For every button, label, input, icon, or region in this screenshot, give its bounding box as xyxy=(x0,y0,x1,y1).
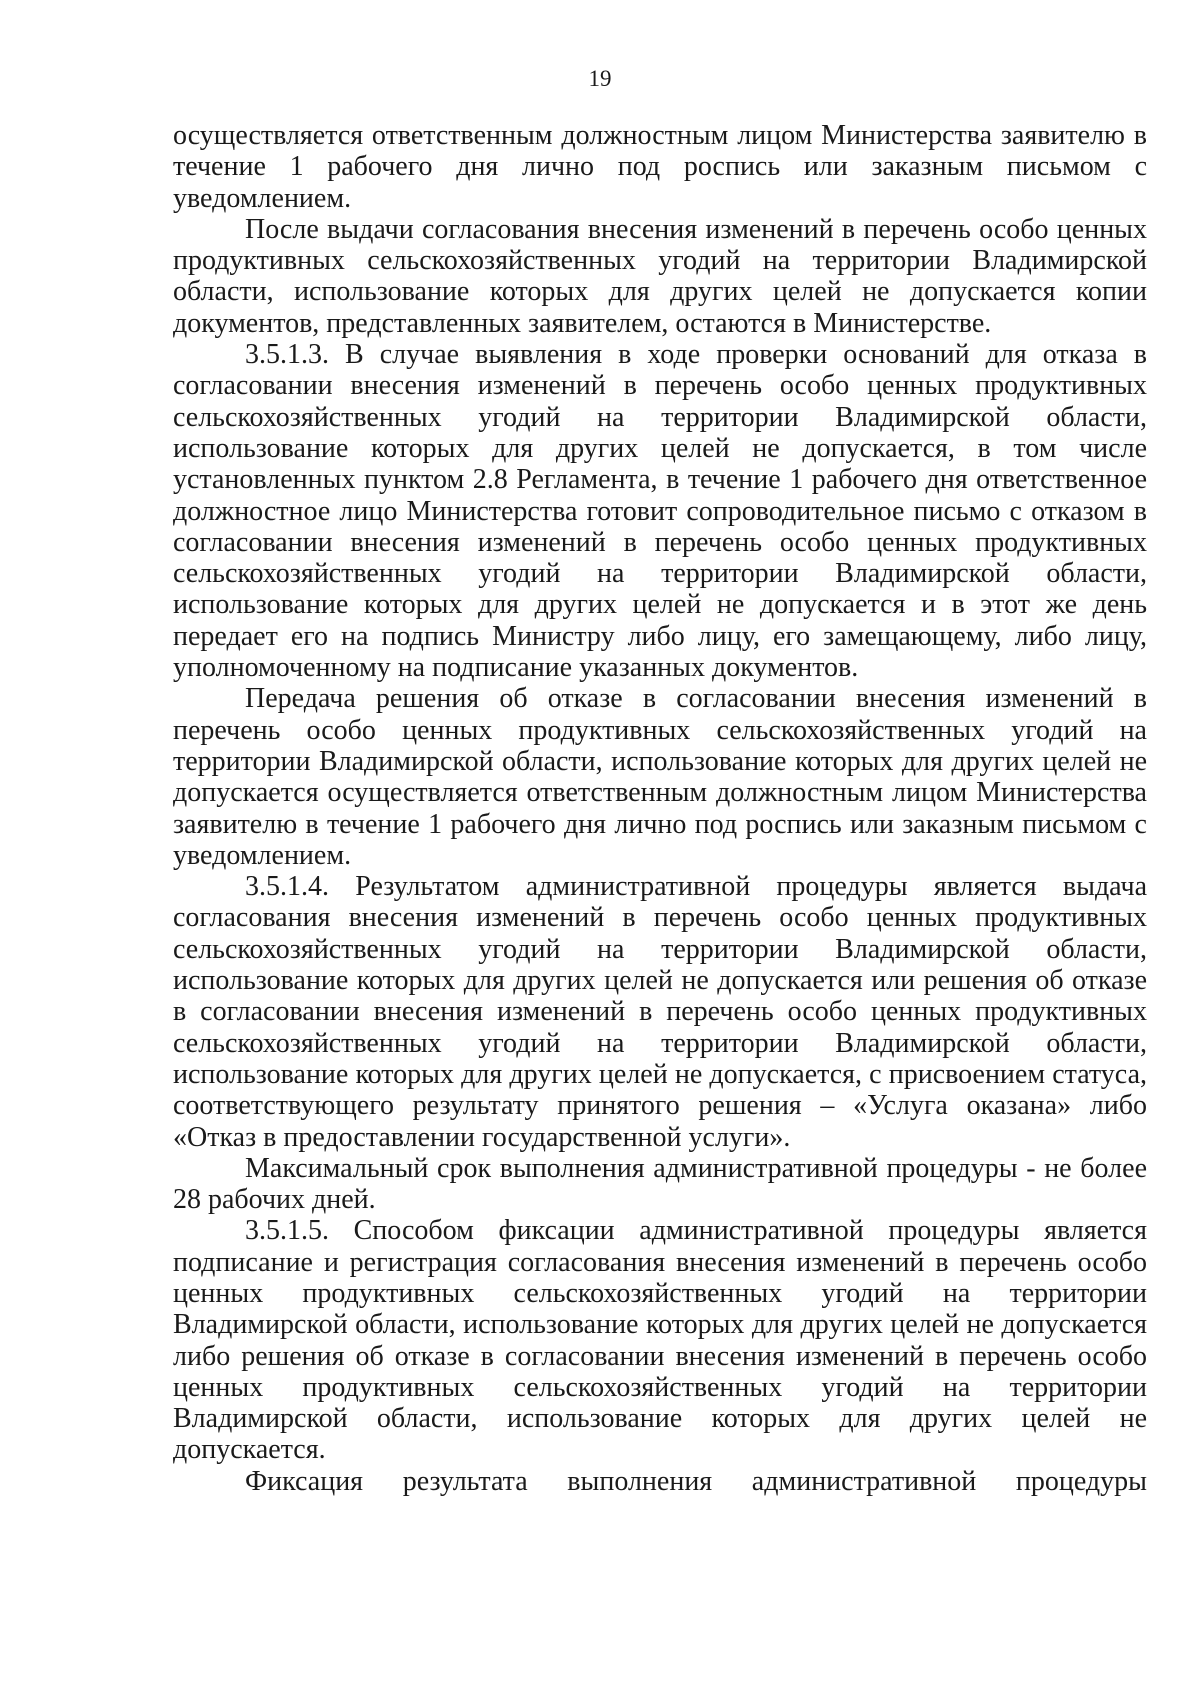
document-body xyxy=(173,120,1147,1497)
paragraph: После выдачи согласования внесения изменений в перечень особо ценных продуктивных сельскохозяйственных угодий на территории Владимирской области, использование которых для других целей не допускается копии документов, представленных заявителем, остаются в Министерстве. xyxy=(173,213,1147,339)
paragraph: 3.5.1.3. В случае выявления в ходе проверки оснований для отказа в согласовании внесения изменений в перечень особо ценных продуктивных сельскохозяйственных угодий на территории Владимирской области, использование которых для других целей не допускается, в том числе установленных пунктом 2.8 Регламента, в течение 1 рабочего дня ответственное должностное лицо Министерства готовит сопроводительное письмо с отказом в согласовании внесения изменений в перечень особо ценных продуктивных сельскохозяйственных угодий на территории Владимирской области, использование которых для других целей не допускается и в этот же день передает его на подпись Министру либо лицу, его замещающему, либо лицу, уполномоченному на подписание указанных документов. xyxy=(173,339,1147,684)
paragraph: осуществляется ответственным должностным лицом Министерства заявителю в течение 1 рабочего дня лично под роспись или заказным письмом с уведомлением. xyxy=(173,120,1147,214)
paragraph: Передача решения об отказе в согласовании внесения изменений в перечень особо ценных продуктивных сельскохозяйственных угодий на территории Владимирской области, использование которых для других целей не допускается осуществляется ответственным должностным лицом Министерства заявителю в течение 1 рабочего дня лично под роспись или заказным письмом с уведомлением. xyxy=(173,683,1147,871)
paragraph: Фиксация результата выполнения административной процедуры xyxy=(245,1465,1147,1497)
paragraph: Максимальный срок выполнения административной процедуры - не более 28 рабочих дней. xyxy=(173,1152,1147,1216)
page-number: 19 xyxy=(588,66,612,91)
paragraph: 3.5.1.5. Способом фиксации административной процедуры является подписание и регистрация согласования внесения изменений в перечень особо ценных продуктивных сельскохозяйственных угодий на территории Владимирской области, использование которых для других целей не допускается либо решения об отказе в согласовании внесения изменений в перечень особо ценных продуктивных сельскохозяйственных угодий на территории Владимирской области, использование которых для других целей не допускается. xyxy=(173,1215,1147,1466)
paragraph: 3.5.1.4. Результатом административной процедуры является выдача согласования внесения изменений в перечень особо ценных продуктивных сельскохозяйственных угодий на территории Владимирской области, использование которых для других целей не допускается или решения об отказе в согласовании внесения изменений в перечень особо ценных продуктивных сельскохозяйственных угодий на территории Владимирской области, использование которых для других целей не допускается, с присвоением статуса, соответствующего результату принятого решения – «Услуга оказана» либо «Отказ в предоставлении государственной услуги». xyxy=(173,871,1147,1153)
